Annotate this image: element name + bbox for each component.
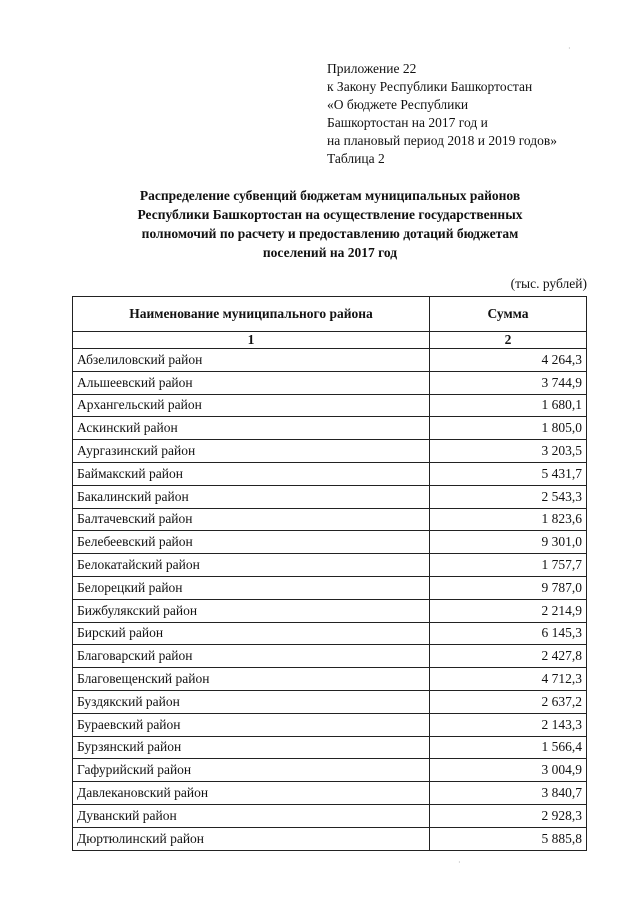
table-row — [73, 599, 587, 622]
table-header-row — [73, 297, 587, 332]
document-title-line: Республики Башкортостан на осуществление государственных — [137, 207, 523, 222]
table-row — [73, 736, 587, 759]
district-name-cell: Бураевский район — [73, 713, 430, 736]
district-name-cell: Благовещенский район — [73, 668, 430, 691]
table-row — [73, 804, 587, 827]
sum-cell: 1 680,1 — [430, 394, 587, 417]
district-name-cell: Бурзянский район — [73, 736, 430, 759]
appendix-header — [327, 60, 557, 168]
table-row — [73, 782, 587, 805]
district-name-cell: Баймакский район — [73, 462, 430, 485]
document-title — [60, 186, 600, 262]
sum-cell: 3 203,5 — [430, 440, 587, 463]
district-name-cell: Архангельский район — [73, 394, 430, 417]
table-row — [73, 645, 587, 668]
district-name-cell: Балтачевский район — [73, 508, 430, 531]
column-number-row — [73, 332, 587, 349]
district-name-cell: Бирский район — [73, 622, 430, 645]
table-row — [73, 554, 587, 577]
appendix-header-line: Приложение 22 — [327, 61, 417, 76]
appendix-header-line: Башкортостан на 2017 год и — [327, 115, 488, 130]
table-row — [73, 485, 587, 508]
sum-cell: 3 744,9 — [430, 371, 587, 394]
table-row — [73, 759, 587, 782]
sum-cell: 2 214,9 — [430, 599, 587, 622]
sum-cell: 2 427,8 — [430, 645, 587, 668]
table-row — [73, 440, 587, 463]
district-name-cell: Белокатайский район — [73, 554, 430, 577]
sum-cell: 4 264,3 — [430, 349, 587, 372]
table-row — [73, 713, 587, 736]
appendix-header-line: на плановый период 2018 и 2019 годов» — [327, 133, 558, 148]
units-label: (тыс. рублей) — [510, 276, 587, 291]
district-name-cell: Абзелиловский район — [73, 349, 430, 372]
scan-speck: · — [568, 44, 571, 53]
table-row — [73, 394, 587, 417]
sum-cell: 5 431,7 — [430, 462, 587, 485]
sum-cell: 1 805,0 — [430, 417, 587, 440]
table-row — [73, 576, 587, 599]
district-name-cell: Аургазинский район — [73, 440, 430, 463]
table-row — [73, 462, 587, 485]
sum-cell: 5 885,8 — [430, 827, 587, 850]
district-name-cell: Дюртюлинский район — [73, 827, 430, 850]
document-title-line: Распределение субвенций бюджетам муниципальных районов — [139, 188, 521, 203]
sum-cell: 2 928,3 — [430, 804, 587, 827]
district-name-cell: Белорецкий район — [73, 576, 430, 599]
sum-cell: 2 543,3 — [430, 485, 587, 508]
sum-cell: 9 787,0 — [430, 576, 587, 599]
district-name-cell: Давлекановский район — [73, 782, 430, 805]
sum-cell: 3 004,9 — [430, 759, 587, 782]
column-header-sum: Сумма — [430, 297, 587, 332]
sum-cell: 6 145,3 — [430, 622, 587, 645]
sum-cell: 1 757,7 — [430, 554, 587, 577]
table-row — [73, 508, 587, 531]
table-row — [73, 349, 587, 372]
sum-cell: 9 301,0 — [430, 531, 587, 554]
column-header-name: Наименование муниципального района — [73, 297, 430, 332]
table-row — [73, 417, 587, 440]
district-name-cell: Буздякский район — [73, 690, 430, 713]
district-name-cell: Белебеевский район — [73, 531, 430, 554]
scan-speck: · — [458, 858, 461, 867]
sum-cell: 1 566,4 — [430, 736, 587, 759]
district-name-cell: Аскинский район — [73, 417, 430, 440]
district-name-cell: Бижбулякский район — [73, 599, 430, 622]
column-number: 2 — [430, 332, 587, 349]
table-row — [73, 531, 587, 554]
district-name-cell: Гафурийский район — [73, 759, 430, 782]
district-name-cell: Альшеевский район — [73, 371, 430, 394]
district-name-cell: Благоварский район — [73, 645, 430, 668]
table-body — [73, 349, 587, 851]
table-row — [73, 827, 587, 850]
sum-cell: 1 823,6 — [430, 508, 587, 531]
table-row — [73, 668, 587, 691]
table-row — [73, 371, 587, 394]
sum-cell: 3 840,7 — [430, 782, 587, 805]
table-row — [73, 622, 587, 645]
district-name-cell: Дуванский район — [73, 804, 430, 827]
column-number: 1 — [73, 332, 430, 349]
sum-cell: 2 143,3 — [430, 713, 587, 736]
document-title-line: поселений на 2017 год — [262, 245, 398, 260]
document-title-line: полномочий по расчету и предоставлению дотаций бюджетам — [141, 226, 519, 241]
appendix-header-line: «О бюджете Республики — [327, 97, 469, 112]
table-row — [73, 690, 587, 713]
subsidy-table — [72, 296, 587, 851]
sum-cell: 2 637,2 — [430, 690, 587, 713]
sum-cell: 4 712,3 — [430, 668, 587, 691]
district-name-cell: Бакалинский район — [73, 485, 430, 508]
appendix-header-line: Таблица 2 — [327, 151, 385, 166]
appendix-header-line: к Закону Республики Башкортостан — [327, 79, 533, 94]
